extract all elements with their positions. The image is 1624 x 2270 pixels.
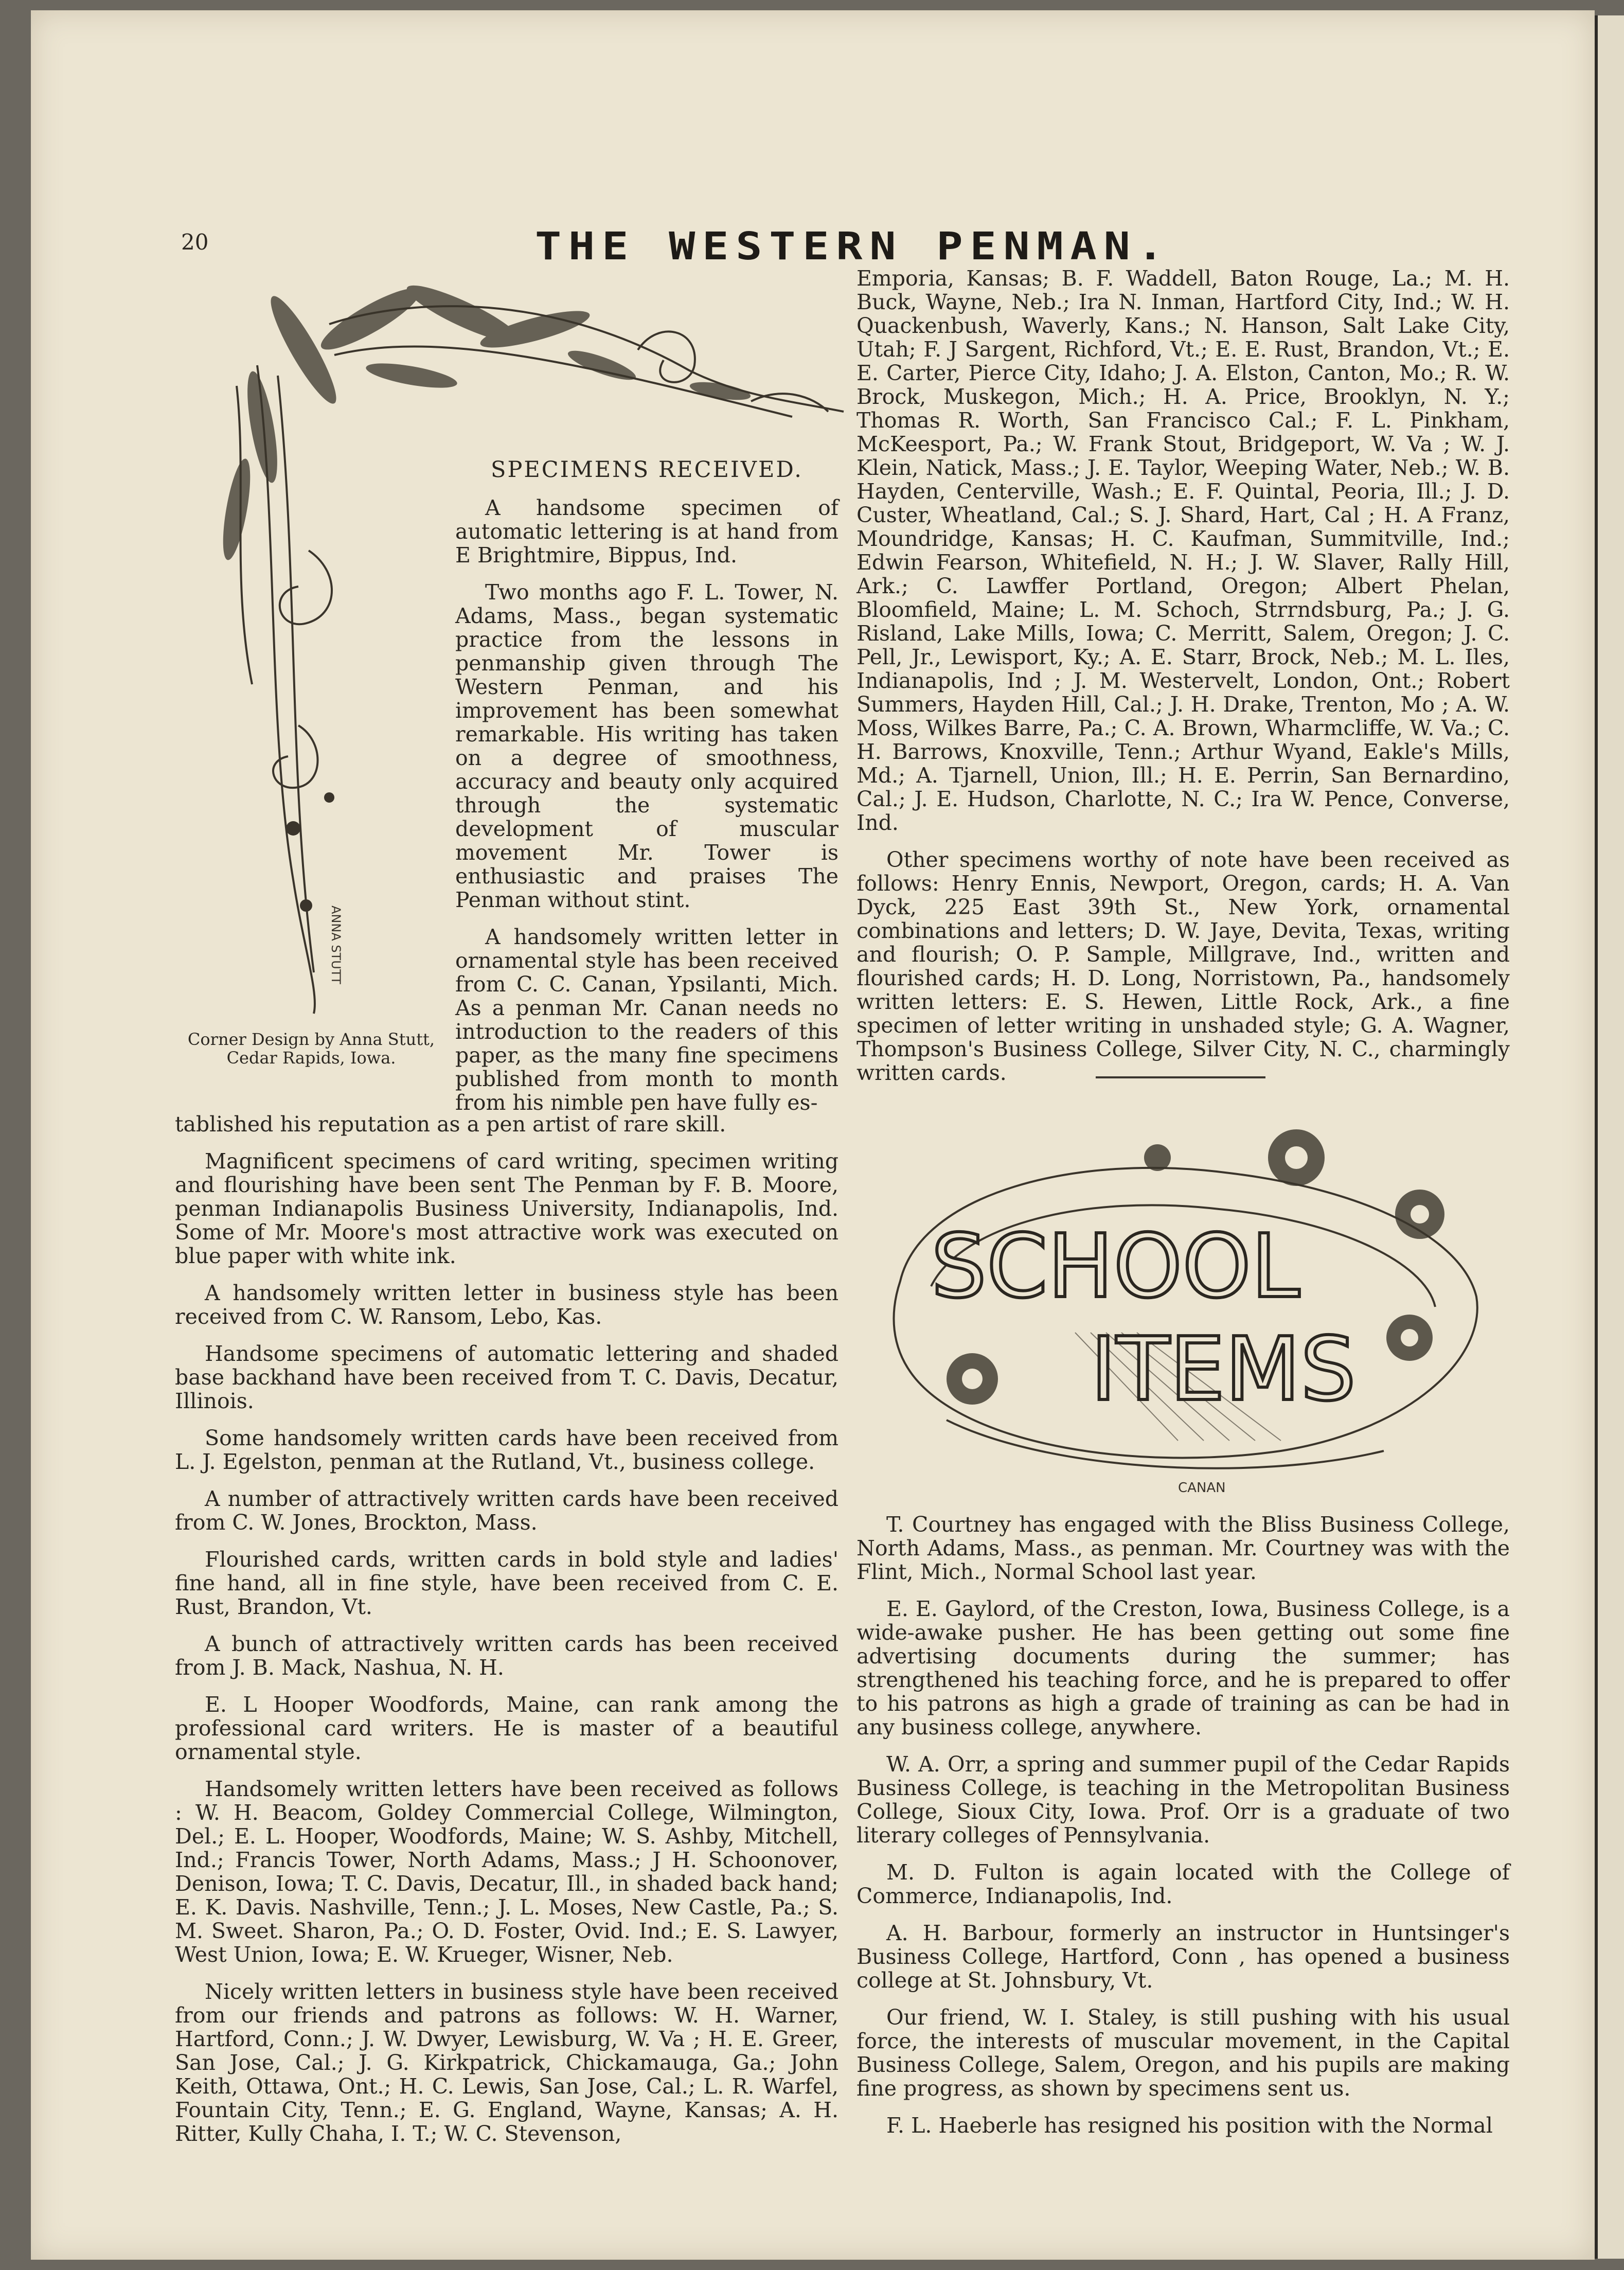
paragraph: M. D. Fulton is again located with the College of Commerce, Indianapolis, Ind. [856, 1860, 1510, 1908]
corner-caption [175, 1030, 448, 1067]
right-column [856, 267, 1510, 1098]
divider [1096, 1076, 1265, 1078]
paragraph: T. Courtney has engaged with the Bliss Business College, North Adams, Mass., as penman. Mr. Courtney was with the Flint, Mich., Normal School last year. [856, 1512, 1510, 1584]
paragraph: Handsome specimens of automatic lettering and shaded base backhand have been received from T. C. Davis, Decatur, Illinois. [175, 1341, 838, 1413]
paragraph: Other specimens worthy of note have been received as follows: Henry Ennis, Newport, Oregon, cards; H. A. Van Dyck, 225 East 39th St., New York, ornamental combinations and letters; D. W. Jaye, Devita, Texas, writing and flourish; O. P. Sample, Millgrave, Ind., written and flourished cards; H. D. Long, Norristown, Pa., handsomely written letters: E. S. Hewen, Little Rock, Ark., a fine specimen of letter writing in unshaded style; G. A. Wagner, Thompson's Business College, Silver City, N. C., charmingly written cards. [856, 847, 1510, 1085]
school-items-word-school: SCHOOL [931, 1216, 1300, 1318]
section-heading: SPECIMENS RECEIVED. [491, 457, 803, 483]
school-items-signature: CANAN [1178, 1480, 1226, 1496]
paragraph: Emporia, Kansas; B. F. Waddell, Baton Rouge, La.; M. H. Buck, Wayne, Neb.; Ira N. Inman, Hartford City, Ind.; W. H. Quackenbush, Waverly, Kans.; N. Hanson, Salt Lake City, Utah; F. J Sargent, Richford, Vt.; E. E. Rust, Brandon, Vt.; E. E. Carter, Pierce City, Idaho; J. A. Elston, Canton, Mo.; R. W. Brock, Muskegon, Mich.; H. A. Price, Brooklyn, N. Y.; Thomas R. Worth, San Francisco Cal.; F. L. Pinkham, McKeesport, Pa.; W. Frank Stout, Bridgeport, W. Va ; W. J. Klein, Natick, Mass.; J. E. Taylor, Weeping Water, Neb.; W. B. Hayden, Centerville, Wash.; E. F. Quintal, Peoria, Ill.; J. D. Custer, Wheatland, Cal.; S. J. Shard, Hart, Cal ; H. A Franz, Moundridge, Kansas; H. C. Kaufman, Summitville, Ind.; Edwin Fearson, Whitefield, N. H.; J. W. Slaver, Rally Hill, Ark.; C. Lawffer Portland, Oregon; Albert Phelan, Bloomfield, Maine; L. M. Schoch, Strrndsburg, Pa.; J. G. Risland, Lake Mills, Iowa; C. Merritt, Salem, Oregon; J. C. Pell, Jr., Lewisport, Ky.; A. E. Starr, Brock, Neb.; M. L. Iles, Indianapolis, Ind ; J. M. Westervelt, London, Ont.; Robert Summers, Hayden Hill, Cal.; J. H. Drake, Trenton, Mo ; A. W. Moss, Wilkes Barre, Pa.; C. A. Brown, Wharmcliffe, W. Va.; C. H. Barrows, Knoxville, Tenn.; Arthur Wyand, Eakle's Mills, Md.; A. Tjarnell, Union, Ill.; H. E. Perrin, San Bernardino, Cal.; J. E. Hudson, Charlotte, N. C.; Ira W. Pence, Converse, Ind. [856, 266, 1510, 835]
paragraph: F. L. Haeberle has resigned his position with the Normal [886, 2113, 1493, 2138]
paragraph: Some handsomely written cards have been received from L. J. Egelston, penman at the Rutland, Vt., business college. [175, 1426, 838, 1474]
paragraph: Our friend, W. I. Staley, is still pushing with his usual force, the interests of muscular movement, in the Capital Business College, Salem, Oregon, and his pupils are making fine progress, as shown by specimens sent us. [856, 2005, 1510, 2101]
paragraph: A handsomely written letter in business style has been received from C. W. Ransom, Lebo, Kas. [175, 1281, 838, 1329]
next-page-edge [1595, 15, 1624, 2259]
paragraph: E. E. Gaylord, of the Creston, Iowa, Business College, is a wide-awake pusher. He has been getting out some fine advertising documents during the summer; has strengthened his teaching force, and he is prepared to offer to his patrons as high a grade of training as can be had in any business college, anywhere. [856, 1597, 1510, 1740]
specimens-intro [455, 458, 838, 1128]
paragraph: Flourished cards, written cards in bold style and ladies' fine hand, all in fine style, have been received from C. E. Rust, Brandon, Vt. [175, 1547, 838, 1619]
ornament-signature: ANNA STUTT [329, 906, 343, 984]
paragraph: A. H. Barbour, formerly an instructor in Huntsinger's Business College, Hartford, Conn , has opened a business college at St. Johnsbury, Vt. [856, 1921, 1510, 1993]
paragraph: Magnificent specimens of card writing, specimen writing and flourishing have been sent The Penman by F. B. Moore, penman Indianapolis Business University, Indianapolis, Ind. Some of Mr. Moore's most attractive work was executed on blue paper with white ink. [175, 1149, 838, 1268]
paragraph: W. A. Orr, a spring and summer pupil of the Cedar Rapids Business College, is teaching in the Metropolitan Business College, Sioux City, Iowa. Prof. Orr is a graduate of two literary colleges of Pennsylvania. [856, 1752, 1510, 1848]
school-items-word-items: ITEMS [1091, 1319, 1356, 1421]
caption-line: Cedar Rapids, Iowa. [226, 1048, 396, 1068]
paragraph: A bunch of attractively written cards has been received from J. B. Mack, Nashua, N. H. [175, 1631, 838, 1680]
masthead: THE WESTERN PENMAN. [535, 224, 1171, 269]
paragraph: A number of attractively written cards have been received from C. W. Jones, Brockton, Mass. [175, 1486, 838, 1535]
school-items-banner [869, 1111, 1502, 1508]
page-number: 20 [181, 229, 209, 255]
paragraph: tablished his reputation as a pen artist of rare skill. [175, 1112, 726, 1137]
paragraph: Handsomely written letters have been received as follows : W. H. Beacom, Goldey Commercial College, Wilmington, Del.; E. L. Hooper, Woodfords, Maine; W. S. Ashby, Mitchell, Ind.; Francis Tower, North Adams, Mass.; J H. Schoonover, Denison, Iowa; T. C. Davis, Decatur, Ill., in shaded back hand; E. K. Davis. Nashville, Tenn.; J. L. Moses, New Castle, Pa.; S. M. Sweet. Sharon, Pa.; O. D. Foster, Ovid. Ind.; E. S. Lawyer, West Union, Iowa; E. W. Krueger, Wisner, Neb. [175, 1777, 838, 1967]
paragraph: A handsome specimen of automatic lettering is at hand from E Brightmire, Bippus, Ind. [455, 495, 838, 568]
paragraph: Two months ago F. L. Tower, N. Adams, Mass., began systematic practice from the lessons in penmanship given through The Western Penman, and his improvement has been somewhat remarkable. His writing has taken on a degree of smoothness, accuracy and beauty only acquired through the systematic development of muscular movement Mr. Tower is enthusiastic and praises The Penman without stint. [455, 580, 838, 912]
caption-line: Corner Design by Anna Stutt, [187, 1030, 435, 1049]
paragraph: A handsomely written letter in ornamental style has been received from C. C. Canan, Ypsilanti, Mich. As a penman Mr. Canan needs no introduction to the readers of this paper, as the many fine specimens published from month to month from his nimble pen have fully es- [455, 925, 838, 1115]
left-column [175, 1112, 838, 2159]
paragraph: E. L Hooper Woodfords, Maine, can rank among the professional card writers. He is master of a beautiful ornamental style. [175, 1692, 838, 1764]
paragraph: Nicely written letters in business style have been received from our friends and patrons as follows: W. H. Warner, Hartford, Conn.; J. W. Dwyer, Lewisburg, W. Va ; H. E. Greer, San Jose, Cal.; J. G. Kirkpatrick, Chickamauga, Ga.; John Keith, Ottawa, Ont.; H. C. Lewis, San Jose, Cal.; L. R. Warfel, Fountain City, Tenn.; E. G. England, Wayne, Kansas; A. H. Ritter, Kully Chaha, I. T.; W. C. Stevenson, [175, 1979, 838, 2146]
school-items-column [856, 1513, 1510, 2151]
